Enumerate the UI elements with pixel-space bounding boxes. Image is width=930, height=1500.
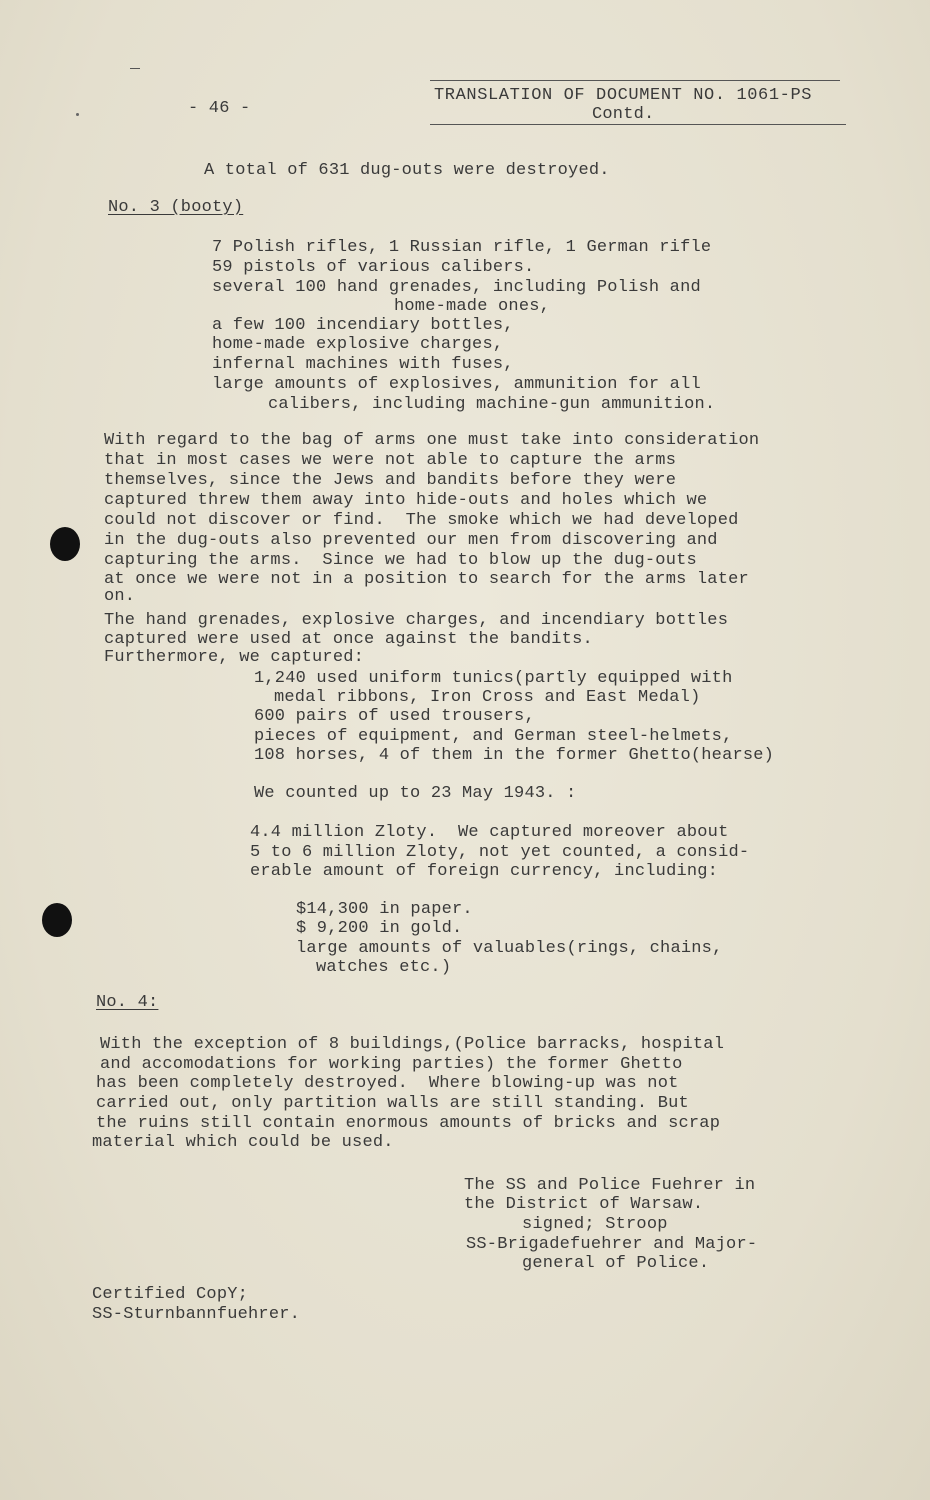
paragraph-line: in the dug-outs also prevented our men from discovering and (104, 531, 718, 550)
signature-line: general of Police. (522, 1254, 710, 1273)
paragraph-line: that in most cases we were not able to capture the arms (104, 451, 677, 470)
captured-item: pieces of equipment, and German steel-helmets, (254, 727, 733, 746)
captured-item: 1,240 used uniform tunics(partly equipped with (254, 669, 733, 688)
paragraph-line: on. (104, 587, 136, 606)
paragraph-line: With the exception of 8 buildings,(Police barracks, hospital (100, 1035, 725, 1054)
paragraph-line: themselves, since the Jews and bandits before they were (104, 471, 677, 490)
booty-item: 59 pistols of various calibers. (212, 258, 535, 277)
signature-line: The SS and Police Fuehrer in (464, 1176, 756, 1195)
section-3-heading: No. 3 (booty) (108, 198, 244, 217)
paragraph-line: 4.4 million Zloty. We captured moreover about (250, 823, 729, 842)
booty-item: 7 Polish rifles, 1 Russian rifle, 1 German rifle (212, 238, 712, 257)
currency-item: large amounts of valuables(rings, chains, (296, 939, 723, 958)
document-title: TRANSLATION OF DOCUMENT NO. 1061-PS (434, 86, 813, 105)
header-rule-bottom (430, 124, 846, 125)
booty-item: a few 100 incendiary bottles, (212, 316, 514, 335)
captured-item: medal ribbons, Iron Cross and East Medal) (274, 688, 701, 707)
header-rule-top (430, 80, 840, 81)
top-mark (130, 68, 140, 69)
booty-item: large amounts of explosives, ammunition for all (212, 375, 701, 394)
signature-line: signed; Stroop (522, 1215, 668, 1234)
intro-text: A total of 631 dug-outs were destroyed. (204, 161, 610, 180)
paragraph-line: 5 to 6 million Zloty, not yet counted, a consid- (250, 843, 750, 862)
page-number: - 46 - (188, 99, 251, 118)
paragraph-line: capturing the arms. Since we had to blow up the dug-outs (104, 551, 697, 570)
currency-item: watches etc.) (316, 958, 452, 977)
booty-item: home-made ones, (394, 297, 551, 316)
booty-item: calibers, including machine-gun ammunition. (268, 395, 716, 414)
paragraph-line: has been completely destroyed. Where blowing-up was not (96, 1074, 679, 1093)
paragraph-line: at once we were not in a position to search for the arms later (104, 570, 749, 589)
section-4-heading: No. 4: (96, 993, 159, 1012)
paragraph-line: carried out, only partition walls are still standing. But (96, 1094, 689, 1113)
counted-line: We counted up to 23 May 1943. : (254, 784, 577, 803)
paragraph-line: material which could be used. (92, 1133, 394, 1152)
certified-line: SS-Sturnbannfuehrer. (92, 1305, 301, 1324)
currency-item: $ 9,200 in gold. (296, 919, 463, 938)
signature-line: the District of Warsaw. (464, 1195, 704, 1214)
paragraph-line: The hand grenades, explosive charges, and incendiary bottles (104, 611, 729, 630)
paragraph-line: Furthermore, we captured: (104, 648, 365, 667)
paragraph-line: and accomodations for working parties) the former Ghetto (100, 1055, 683, 1074)
paragraph-line: captured were used at once against the bandits. (104, 630, 593, 649)
punch-hole-lower (42, 903, 72, 937)
document-title-contd: Contd. (592, 105, 655, 124)
paragraph-line: erable amount of foreign currency, including: (250, 862, 719, 881)
captured-item: 600 pairs of used trousers, (254, 707, 535, 726)
paragraph-line: the ruins still contain enormous amounts of bricks and scrap (96, 1114, 721, 1133)
booty-item: infernal machines with fuses, (212, 355, 514, 374)
page-mark (76, 113, 79, 116)
paragraph-line: captured threw them away into hide-outs and holes which we (104, 491, 708, 510)
booty-item: home-made explosive charges, (212, 335, 504, 354)
paragraph-line: With regard to the bag of arms one must take into consideration (104, 431, 760, 450)
captured-item: 108 horses, 4 of them in the former Ghetto(hearse) (254, 746, 775, 765)
currency-item: $14,300 in paper. (296, 900, 473, 919)
punch-hole-upper (50, 527, 80, 561)
signature-line: SS-Brigadefuehrer and Major- (466, 1235, 758, 1254)
paragraph-line: could not discover or find. The smoke which we had developed (104, 511, 739, 530)
certified-line: Certified CopY; (92, 1285, 249, 1304)
booty-item: several 100 hand grenades, including Polish and (212, 278, 701, 297)
